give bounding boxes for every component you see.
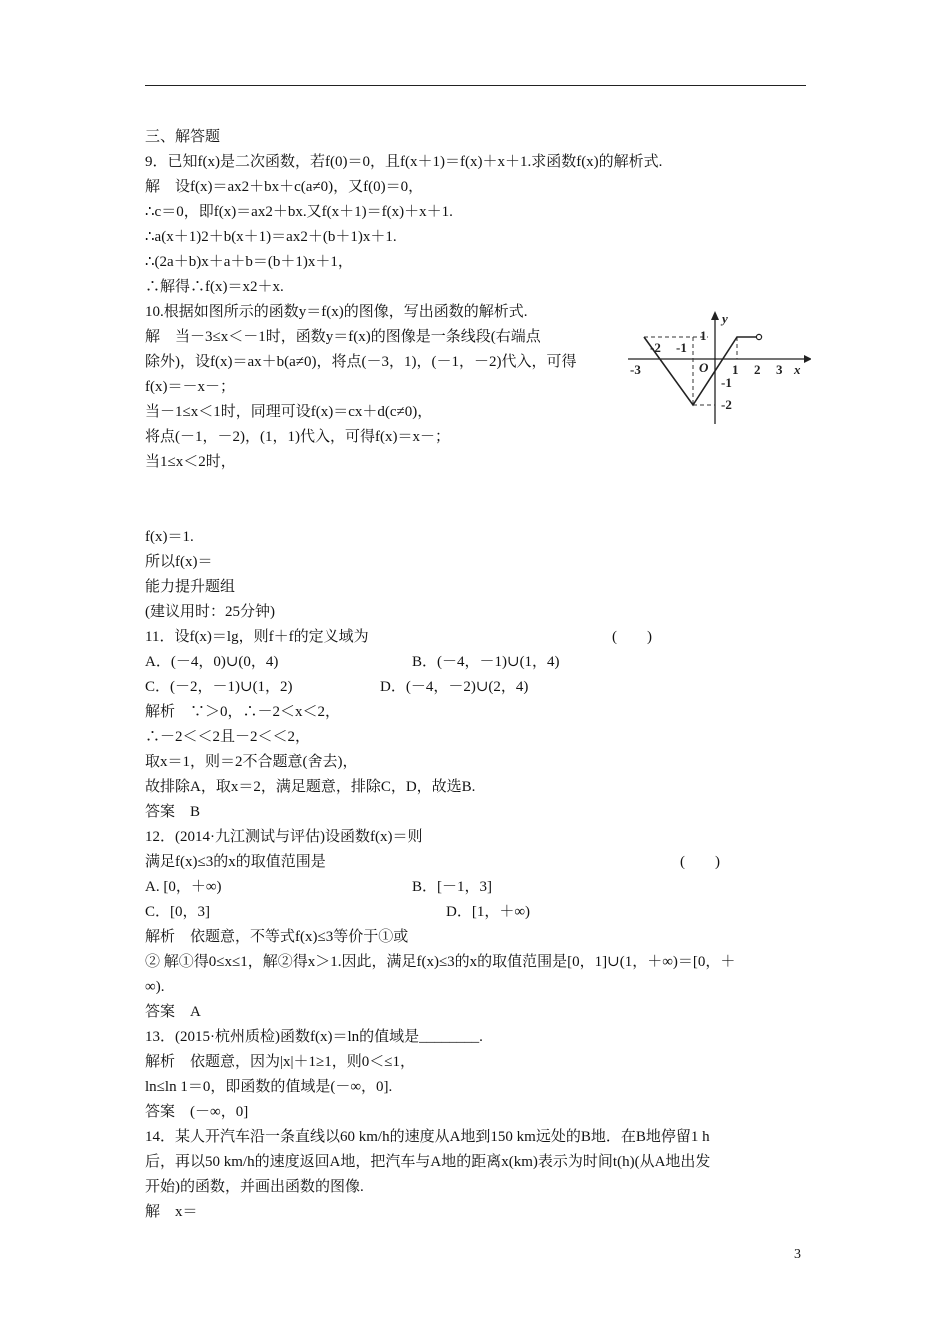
q13-answer: 答案 (－∞，0] — [145, 1104, 249, 1120]
q14-solution-line: 解 x＝ — [145, 1204, 198, 1220]
q9-question: 9．已知f(x)是二次函数，若f(0)＝0，且f(x＋1)＝f(x)＋x＋1.求函数f(x)的解析式. — [145, 154, 663, 170]
q10-solution-line: 当1≤x＜2时， — [145, 454, 236, 470]
q12-option-b: B．[－1，3] — [412, 879, 492, 895]
q12-answer-paren: ( ) — [680, 854, 720, 870]
tick-label: 1 — [700, 328, 707, 343]
q11-option-a: A．(－4，0)∪(0，4) — [145, 654, 279, 670]
q12-option-d: D．[1，＋∞) — [446, 904, 531, 920]
tick-label: 3 — [776, 362, 783, 377]
q10-solution-line: 所以f(x)＝ — [145, 554, 213, 570]
q11-solution-line: 取x＝1，则＝2不合题意(舍去)， — [145, 754, 358, 770]
q9-solution-line: ∴a(x＋1)2＋b(x＋1)＝ax2＋(b＋1)x＋1. — [145, 229, 397, 245]
tick-label: -3 — [630, 362, 641, 377]
q11-question: 11．设f(x)＝lg，则f＋f的定义域为 — [145, 629, 369, 645]
tick-label: -2 — [721, 397, 732, 412]
tick-label: -2 — [650, 340, 661, 355]
q10-solution-line: 将点(－1，－2)，(1，1)代入，可得f(x)＝x－； — [145, 429, 450, 445]
q12-answer: 答案 A — [145, 1004, 201, 1020]
page-number: 3 — [794, 1247, 801, 1262]
q12-option-a: A. [0，＋∞) — [145, 879, 222, 895]
q11-option-b: B．(－4，－1)∪(1，4) — [412, 654, 560, 670]
tick-label: 1 — [732, 362, 739, 377]
q11-solution-line: 解析 ∵＞0，∴－2＜x＜2， — [145, 704, 341, 720]
q10-question: 10.根据如图所示的函数y＝f(x)的图像，写出函数的解析式. — [145, 304, 528, 320]
origin-label: O — [699, 360, 709, 375]
time-note: (建议用时：25分钟) — [145, 604, 275, 620]
q13-solution-line: ln≤ln 1＝0，即函数的值域是(－∞，0]. — [145, 1079, 393, 1095]
q12-solution-line: ∞). — [145, 979, 165, 995]
q13-solution-line: 解析 依题意，因为|x|＋1≥1，则0＜≤1， — [145, 1054, 415, 1070]
header-rule — [145, 85, 806, 86]
q12-option-c: C．[0，3] — [145, 904, 210, 920]
q14-question-line: 14．某人开汽车沿一条直线以60 km/h的速度从A地到150 km远处的B地．在B地停留1 h — [145, 1129, 710, 1145]
q9-solution-line: ∴c＝0，即f(x)＝ax2＋bx.又f(x＋1)＝f(x)＋x＋1. — [145, 204, 453, 220]
tick-label: 2 — [754, 362, 761, 377]
function-graph-figure — [626, 310, 811, 428]
section-title: 三、解答题 — [145, 129, 221, 145]
q10-solution-line: 当－1≤x＜1时，同理可设f(x)＝cx＋d(c≠0)， — [145, 404, 433, 420]
tick-label: -1 — [676, 340, 687, 355]
q9-solution-line: 解 设f(x)＝ax2＋bx＋c(a≠0)，又f(0)＝0， — [145, 179, 424, 195]
q12-question: 12．(2014·九江测试与评估)设函数f(x)＝则 — [145, 829, 423, 845]
q11-answer-paren: ( ) — [612, 629, 652, 645]
q10-solution-line: f(x)＝－x－； — [145, 379, 235, 395]
q13-question: 13．(2015·杭州质检)函数f(x)＝ln的值域是________. — [145, 1029, 483, 1045]
q12-question-line2: 满足f(x)≤3的x的取值范围是 — [145, 854, 326, 870]
q11-solution-line: 故排除A，取x＝2，满足题意，排除C，D，故选B. — [145, 779, 476, 795]
q14-question-line: 后，再以50 km/h的速度返回A地，把汽车与A地的距离x(km)表示为时间t(h)(从A地出发 — [145, 1154, 711, 1170]
q12-solution-line: ② 解①得0≤x≤1，解②得x＞1.因此，满足f(x)≤3的x的取值范围是[0，1]∪(1，＋∞)＝[0，＋ — [145, 954, 736, 970]
y-axis-label: y — [722, 311, 728, 326]
q14-question-line: 开始)的函数，并画出函数的图像. — [145, 1179, 364, 1195]
q11-option-d: D．(－4，－2)∪(2，4) — [380, 679, 529, 695]
tick-label: -1 — [721, 375, 732, 390]
q9-solution-line: ∴解得∴f(x)＝x2＋x. — [145, 279, 284, 295]
x-axis-label: x — [794, 362, 801, 377]
q9-solution-line: ∴(2a＋b)x＋a＋b＝(b＋1)x＋1， — [145, 254, 353, 270]
q10-solution-line: f(x)＝1. — [145, 529, 194, 545]
q11-answer: 答案 B — [145, 804, 201, 820]
q10-solution-line: 解 当－3≤x＜－1时，函数y＝f(x)的图像是一条线段(右端点 — [145, 329, 541, 345]
q10-solution-line: 除外)，设f(x)＝ax＋b(a≠0)，将点(－3，1)，(－1，－2)代入，可得 — [145, 354, 577, 370]
q12-solution-line: 解析 依题意，不等式f(x)≤3等价于①或 — [145, 929, 409, 945]
q11-option-c: C．(－2，－1)∪(1，2) — [145, 679, 293, 695]
q11-solution-line: ∴－2＜＜2且－2＜＜2， — [145, 729, 311, 745]
group-title: 能力提升题组 — [145, 579, 236, 595]
